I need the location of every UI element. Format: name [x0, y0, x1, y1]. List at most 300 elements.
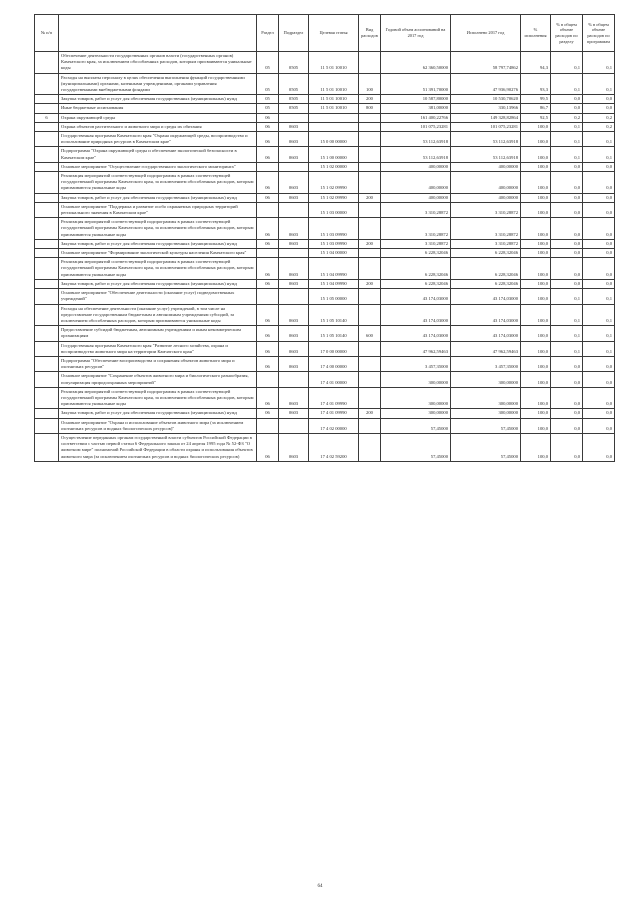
cell-s1: 0,1: [551, 147, 583, 162]
cell-pct: 100,0: [521, 356, 551, 371]
cell-num: [35, 147, 59, 162]
table-row: [35, 104, 615, 113]
cell-pod: 0603: [279, 172, 309, 194]
table-row: [35, 132, 615, 147]
table-row: [35, 218, 615, 240]
cell-name: Предоставление субсидий бюджетным, автономным учреждениям и иным некоммерческим организациям: [59, 326, 257, 341]
cell-razdel: 06: [257, 433, 279, 461]
cell-razdel: 06: [257, 132, 279, 147]
cell-num: [35, 289, 59, 304]
cell-vid: [359, 356, 381, 371]
cell-target: 17 4 01 09990: [309, 387, 359, 409]
cell-target: 11 5 01 10010: [309, 95, 359, 104]
cell-pod: [279, 372, 309, 387]
table-row: [35, 122, 615, 131]
cell-exec: 400,00000: [451, 172, 521, 194]
cell-num: 6: [35, 113, 59, 122]
cell-pod: 0603: [279, 193, 309, 202]
cell-plan: 53 112,63918: [381, 147, 451, 162]
cell-pod: [279, 202, 309, 217]
cell-s2: 0,0: [583, 249, 615, 258]
cell-pct: 100,0: [521, 239, 551, 248]
cell-pct: 100,0: [521, 433, 551, 461]
cell-exec: 47 936,90276: [451, 73, 521, 95]
cell-pod: [279, 289, 309, 304]
cell-num: [35, 239, 59, 248]
header-name: [59, 15, 257, 52]
cell-pod: [279, 249, 309, 258]
cell-target: 15 1 00 00000: [309, 147, 359, 162]
cell-razdel: 06: [257, 218, 279, 240]
cell-pct: 99,5: [521, 95, 551, 104]
cell-plan: 10 587,80000: [381, 95, 451, 104]
cell-name: Государственная программа Камчатского края "Развитие лесного хозяйства, охрана и воспроизводство животного мира на территории Камчатского края": [59, 341, 257, 356]
cell-pod: 0603: [279, 279, 309, 288]
cell-name: Основное мероприятие "Формирование экологической культуры населения Камчатского края": [59, 249, 257, 258]
cell-num: [35, 279, 59, 288]
cell-exec: 47 962,59463: [451, 341, 521, 356]
table-row: [35, 239, 615, 248]
cell-plan: 6 228,32046: [381, 279, 451, 288]
cell-pct: 92,5: [521, 113, 551, 122]
cell-plan: 3 457,35000: [381, 356, 451, 371]
cell-s2: 0,0: [583, 279, 615, 288]
cell-razdel: 06: [257, 341, 279, 356]
cell-exec: 43 174,03000: [451, 289, 521, 304]
table-row: [35, 418, 615, 433]
cell-exec: 3 310,28872: [451, 202, 521, 217]
cell-exec: 53 112,63918: [451, 147, 521, 162]
cell-plan: 3 310,28872: [381, 218, 451, 240]
cell-target: 15 1 05 10140: [309, 304, 359, 326]
cell-plan: 300,00000: [381, 387, 451, 409]
cell-target: 15 1 03 00000: [309, 202, 359, 217]
cell-razdel: [257, 162, 279, 171]
cell-plan: 400,00000: [381, 193, 451, 202]
cell-pod: 0603: [279, 132, 309, 147]
cell-num: [35, 104, 59, 113]
cell-target: 17 4 00 00000: [309, 356, 359, 371]
cell-target: [309, 122, 359, 131]
cell-s1: 0,1: [551, 52, 583, 74]
cell-exec: 6 228,32046: [451, 258, 521, 280]
table-row: [35, 304, 615, 326]
budget-report-page: [34, 14, 614, 462]
header-vid: Вид расходов: [359, 15, 381, 52]
cell-vid: [359, 218, 381, 240]
cell-s2: 0,0: [583, 193, 615, 202]
table-row: [35, 193, 615, 202]
cell-vid: [359, 433, 381, 461]
cell-plan: 62 360,50000: [381, 52, 451, 74]
cell-s1: 0,0: [551, 202, 583, 217]
cell-pct: 100,0: [521, 218, 551, 240]
cell-target: 15 1 02 09990: [309, 172, 359, 194]
cell-num: [35, 73, 59, 95]
table-header-row: [35, 15, 615, 52]
cell-exec: 300,00000: [451, 387, 521, 409]
cell-razdel: 06: [257, 113, 279, 122]
cell-num: [35, 52, 59, 74]
cell-s2: 0,0: [583, 387, 615, 409]
cell-razdel: 06: [257, 239, 279, 248]
cell-name: Основное мероприятие "Осуществление государственного экологического мониторинга": [59, 162, 257, 171]
cell-vid: 200: [359, 409, 381, 418]
cell-target: 15 1 05 10140: [309, 326, 359, 341]
cell-target: 17 4 02 00000: [309, 418, 359, 433]
cell-exec: 3 310,28872: [451, 218, 521, 240]
table-row: [35, 249, 615, 258]
table-row: [35, 172, 615, 194]
cell-pod: 0603: [279, 304, 309, 326]
cell-exec: 3 457,35000: [451, 356, 521, 371]
cell-name: Государственная программа Камчатского края "Охрана окружающей среды, воспроизводство и использование природных ресурсов в Камчатском крае": [59, 132, 257, 147]
cell-pct: 100,0: [521, 279, 551, 288]
cell-name: Основное мероприятие "Охрана и использование объектов животного мира (за исключением охотничьих ресурсов и водных биологических ресурсов)": [59, 418, 257, 433]
cell-exec: 57,45000: [451, 418, 521, 433]
cell-num: [35, 409, 59, 418]
cell-target: 15 1 02 09990: [309, 193, 359, 202]
cell-s2: 0,2: [583, 113, 615, 122]
cell-num: [35, 326, 59, 341]
cell-pod: 0603: [279, 409, 309, 418]
header-plan: Годовой объем ассигнований на 2017 год: [381, 15, 451, 52]
cell-pct: 100,0: [521, 122, 551, 131]
cell-target: 11 5 01 10010: [309, 104, 359, 113]
cell-vid: [359, 122, 381, 131]
cell-pct: 94,3: [521, 52, 551, 74]
header-razdel: Раздел: [257, 15, 279, 52]
cell-pod: 0603: [279, 387, 309, 409]
cell-num: [35, 433, 59, 461]
cell-target: 15 1 02 00000: [309, 162, 359, 171]
cell-num: [35, 202, 59, 217]
table-row: [35, 73, 615, 95]
cell-s2: 0,0: [583, 418, 615, 433]
cell-s2: 0,1: [583, 341, 615, 356]
cell-razdel: [257, 202, 279, 217]
cell-vid: 200: [359, 279, 381, 288]
cell-exec: 57,45000: [451, 433, 521, 461]
cell-exec: 10 530,70620: [451, 95, 521, 104]
cell-exec: 149 328,82864: [451, 113, 521, 122]
cell-target: 17 4 01 00000: [309, 372, 359, 387]
cell-s2: 0,0: [583, 258, 615, 280]
cell-exec: 43 174,03000: [451, 326, 521, 341]
cell-s1: 0,1: [551, 304, 583, 326]
cell-plan: 3 310,28872: [381, 202, 451, 217]
cell-vid: 100: [359, 73, 381, 95]
table-row: [35, 202, 615, 217]
cell-s2: 0,1: [583, 304, 615, 326]
cell-name: Реализация мероприятий соответствующей подпрограммы в рамках соответствующей государственной программы Камчатского края, за исключением обособленных расходов, которым присваиваются уникальные коды: [59, 387, 257, 409]
cell-s1: 0,0: [551, 218, 583, 240]
cell-pod: [279, 113, 309, 122]
cell-pod: 0603: [279, 356, 309, 371]
header-podrazdel: Подраздел: [279, 15, 309, 52]
cell-pod: 0603: [279, 218, 309, 240]
cell-pct: 93,3: [521, 73, 551, 95]
cell-plan: 47 962,59463: [381, 341, 451, 356]
cell-razdel: 05: [257, 73, 279, 95]
cell-pct: 86,7: [521, 104, 551, 113]
cell-vid: [359, 372, 381, 387]
cell-pct: 100,0: [521, 326, 551, 341]
cell-name: Основное мероприятие "Обеспечение деятельности (оказание услуг) подведомственных учреждений": [59, 289, 257, 304]
table-row: [35, 341, 615, 356]
cell-num: [35, 162, 59, 171]
page-number: 64: [317, 884, 323, 889]
cell-vid: [359, 387, 381, 409]
cell-pod: 0505: [279, 104, 309, 113]
cell-vid: 200: [359, 239, 381, 248]
cell-s1: 0,2: [551, 113, 583, 122]
cell-num: [35, 249, 59, 258]
table-row: [35, 279, 615, 288]
budget-table: [34, 14, 615, 462]
cell-plan: 43 174,03000: [381, 304, 451, 326]
cell-razdel: 06: [257, 172, 279, 194]
table-row: [35, 409, 615, 418]
cell-pod: 0603: [279, 258, 309, 280]
cell-num: [35, 304, 59, 326]
table-row: [35, 162, 615, 171]
cell-vid: 200: [359, 95, 381, 104]
cell-plan: 43 174,03000: [381, 289, 451, 304]
cell-s1: 0,1: [551, 326, 583, 341]
cell-plan: 400,00000: [381, 172, 451, 194]
cell-name: Охрана объектов растительного и животного мира и среды их обитания: [59, 122, 257, 131]
cell-pct: 100,0: [521, 172, 551, 194]
cell-name: Основное мероприятие "Сохранение объектов животного мира и биологического разнообразия, популяризация природоохранных мероприятий": [59, 372, 257, 387]
cell-target: [309, 113, 359, 122]
cell-name: Закупка товаров, работ и услуг для обеспечения государственных (муниципальных) нужд: [59, 279, 257, 288]
table-row: [35, 326, 615, 341]
cell-s2: 0,0: [583, 239, 615, 248]
cell-exec: 300,00000: [451, 372, 521, 387]
cell-s2: 0,0: [583, 356, 615, 371]
cell-s1: 0,0: [551, 104, 583, 113]
cell-plan: 161 400,22766: [381, 113, 451, 122]
cell-vid: [359, 132, 381, 147]
cell-name: Охрана окружающей среды: [59, 113, 257, 122]
header-target: Целевая статья: [309, 15, 359, 52]
cell-name: Обеспечение деятельности государственных органов власти (государственных органов) Камчатского края, за исключением обособленных расходов, которым присваиваются уникальные коды: [59, 52, 257, 74]
cell-razdel: 06: [257, 279, 279, 288]
cell-name: Закупка товаров, работ и услуг для обеспечения государственных (муниципальных) нужд: [59, 239, 257, 248]
cell-razdel: 06: [257, 193, 279, 202]
cell-num: [35, 387, 59, 409]
cell-razdel: [257, 249, 279, 258]
cell-plan: 381,00000: [381, 104, 451, 113]
cell-target: 15 0 00 00000: [309, 132, 359, 147]
cell-target: 15 1 03 09990: [309, 218, 359, 240]
cell-razdel: 06: [257, 356, 279, 371]
cell-s1: 0,0: [551, 172, 583, 194]
cell-exec: 58 797,74862: [451, 52, 521, 74]
cell-razdel: 05: [257, 52, 279, 74]
cell-vid: 800: [359, 104, 381, 113]
cell-vid: 200: [359, 193, 381, 202]
cell-name: Закупка товаров, работ и услуг для обеспечения государственных (муниципальных) нужд: [59, 193, 257, 202]
cell-num: [35, 258, 59, 280]
cell-exec: 330,13966: [451, 104, 521, 113]
cell-razdel: 06: [257, 409, 279, 418]
cell-s1: 0,0: [551, 356, 583, 371]
cell-target: 15 1 04 00000: [309, 249, 359, 258]
cell-s1: 0,1: [551, 73, 583, 95]
cell-plan: 57,45000: [381, 418, 451, 433]
cell-name: Закупка товаров, работ и услуг для обеспечения государственных (муниципальных) нужд: [59, 95, 257, 104]
cell-vid: [359, 52, 381, 74]
cell-exec: 53 112,63918: [451, 132, 521, 147]
cell-pct: 100,0: [521, 418, 551, 433]
cell-s1: 0,0: [551, 249, 583, 258]
cell-razdel: 06: [257, 387, 279, 409]
cell-name: Подпрограмма "Обеспечение воспроизводства и сохранения объектов животного мира и охотничьих ресурсов": [59, 356, 257, 371]
cell-s2: 0,1: [583, 289, 615, 304]
cell-vid: [359, 304, 381, 326]
cell-num: [35, 372, 59, 387]
cell-name: Иные бюджетные ассигнования: [59, 104, 257, 113]
cell-pct: 100,0: [521, 304, 551, 326]
table-row: [35, 258, 615, 280]
cell-exec: 43 174,03000: [451, 304, 521, 326]
cell-s1: 0,0: [551, 162, 583, 171]
cell-name: Закупка товаров, работ и услуг для обеспечения государственных (муниципальных) нужд: [59, 409, 257, 418]
cell-num: [35, 193, 59, 202]
cell-s2: 0,1: [583, 52, 615, 74]
cell-razdel: [257, 418, 279, 433]
cell-s2: 0,0: [583, 409, 615, 418]
cell-s2: 0,0: [583, 95, 615, 104]
cell-s1: 0,1: [551, 341, 583, 356]
table-row: [35, 387, 615, 409]
cell-pod: [279, 162, 309, 171]
cell-s2: 0,0: [583, 172, 615, 194]
cell-plan: 101 075,23281: [381, 122, 451, 131]
cell-num: [35, 172, 59, 194]
cell-pct: 100,0: [521, 387, 551, 409]
cell-s1: 0,0: [551, 239, 583, 248]
cell-s1: 0,0: [551, 433, 583, 461]
cell-target: 15 1 05 00000: [309, 289, 359, 304]
cell-pod: 0505: [279, 95, 309, 104]
cell-plan: 6 228,32046: [381, 249, 451, 258]
cell-num: [35, 132, 59, 147]
cell-target: 15 1 03 09990: [309, 239, 359, 248]
cell-s1: 0,0: [551, 372, 583, 387]
cell-target: 11 5 01 10010: [309, 52, 359, 74]
cell-vid: [359, 258, 381, 280]
cell-plan: 6 228,32046: [381, 258, 451, 280]
cell-razdel: [257, 289, 279, 304]
header-exec: Исполнено 2017 год: [451, 15, 521, 52]
table-row: [35, 356, 615, 371]
cell-target: 11 5 01 10010: [309, 73, 359, 95]
cell-s2: 0,2: [583, 122, 615, 131]
cell-num: [35, 418, 59, 433]
cell-name: Реализация мероприятий соответствующей подпрограммы в рамках соответствующей государственной программы Камчатского края, за исключением обособленных расходов, которым присваиваются уникальные коды: [59, 172, 257, 194]
cell-vid: [359, 172, 381, 194]
cell-vid: [359, 418, 381, 433]
cell-name: Осуществление переданных органам государственной власти субъектов Российской Федерации в соответствии с частью первой статьи 6 Федерального закона от 24 апреля 1995 года № 52-ФЗ "О животном мире" полномочий Российской Федерации в области охраны и использования объектов животного мира (за исключением охотничьих ресурсов и водных биологических ресурсов): [59, 433, 257, 461]
cell-plan: 43 174,03000: [381, 326, 451, 341]
cell-num: [35, 122, 59, 131]
cell-target: 17 4 01 09990: [309, 409, 359, 418]
cell-exec: 6 228,32046: [451, 279, 521, 288]
cell-razdel: 06: [257, 304, 279, 326]
cell-plan: 400,00000: [381, 162, 451, 171]
cell-pod: 0505: [279, 52, 309, 74]
cell-pct: 100,0: [521, 202, 551, 217]
table-row: [35, 433, 615, 461]
cell-pod: 0603: [279, 341, 309, 356]
cell-exec: 300,00000: [451, 409, 521, 418]
cell-pct: 100,0: [521, 409, 551, 418]
cell-pct: 100,0: [521, 289, 551, 304]
cell-pct: 100,0: [521, 147, 551, 162]
table-row: [35, 52, 615, 74]
cell-target: 17 0 00 00000: [309, 341, 359, 356]
cell-vid: [359, 202, 381, 217]
cell-pct: 100,0: [521, 372, 551, 387]
cell-exec: 400,00000: [451, 193, 521, 202]
cell-s1: 0,0: [551, 409, 583, 418]
cell-pod: 0603: [279, 122, 309, 131]
table-row: [35, 113, 615, 122]
cell-plan: 300,00000: [381, 409, 451, 418]
cell-razdel: [257, 372, 279, 387]
cell-target: 15 1 04 09990: [309, 279, 359, 288]
cell-name: Реализация мероприятий соответствующей подпрограммы в рамках соответствующей государственной программы Камчатского края, за исключением обособленных расходов, которым присваиваются уникальные коды: [59, 258, 257, 280]
cell-vid: [359, 162, 381, 171]
cell-name: Основное мероприятие "Поддержка и развитие особо охраняемых природных территорий регионального значения в Камчатском крае": [59, 202, 257, 217]
cell-pct: 100,0: [521, 249, 551, 258]
cell-pod: 0603: [279, 239, 309, 248]
cell-name: Реализация мероприятий соответствующей подпрограммы в рамках соответствующей государственной программы Камчатского края, за исключением обособленных расходов, которым присваиваются уникальные коды: [59, 218, 257, 240]
cell-vid: [359, 341, 381, 356]
cell-s2: 0,1: [583, 147, 615, 162]
cell-razdel: 06: [257, 122, 279, 131]
header-share-all: % в общем объеме расходов по программам: [583, 15, 615, 52]
cell-plan: 300,00000: [381, 372, 451, 387]
cell-name: Расходы на выплаты персоналу в целях обеспечения выполнения функций государственными (муниципальными) органами, казенными учреждениями, органами управления государственными внебюджетными фондами: [59, 73, 257, 95]
cell-pod: 0603: [279, 433, 309, 461]
cell-pct: 100,0: [521, 193, 551, 202]
cell-vid: [359, 113, 381, 122]
cell-s1: 0,1: [551, 132, 583, 147]
cell-razdel: 05: [257, 104, 279, 113]
cell-plan: 57,45000: [381, 433, 451, 461]
cell-exec: 400,00000: [451, 162, 521, 171]
cell-s2: 0,0: [583, 372, 615, 387]
cell-exec: 101 075,23281: [451, 122, 521, 131]
cell-num: [35, 218, 59, 240]
cell-s1: 0,1: [551, 289, 583, 304]
cell-vid: [359, 249, 381, 258]
cell-s1: 0,0: [551, 193, 583, 202]
header-num: № п/п: [35, 15, 59, 52]
table-row: [35, 289, 615, 304]
cell-s2: 0,0: [583, 433, 615, 461]
cell-s2: 0,0: [583, 104, 615, 113]
cell-exec: 3 310,28872: [451, 239, 521, 248]
cell-num: [35, 95, 59, 104]
cell-s1: 0,0: [551, 279, 583, 288]
cell-razdel: 06: [257, 147, 279, 162]
cell-plan: 3 310,28872: [381, 239, 451, 248]
